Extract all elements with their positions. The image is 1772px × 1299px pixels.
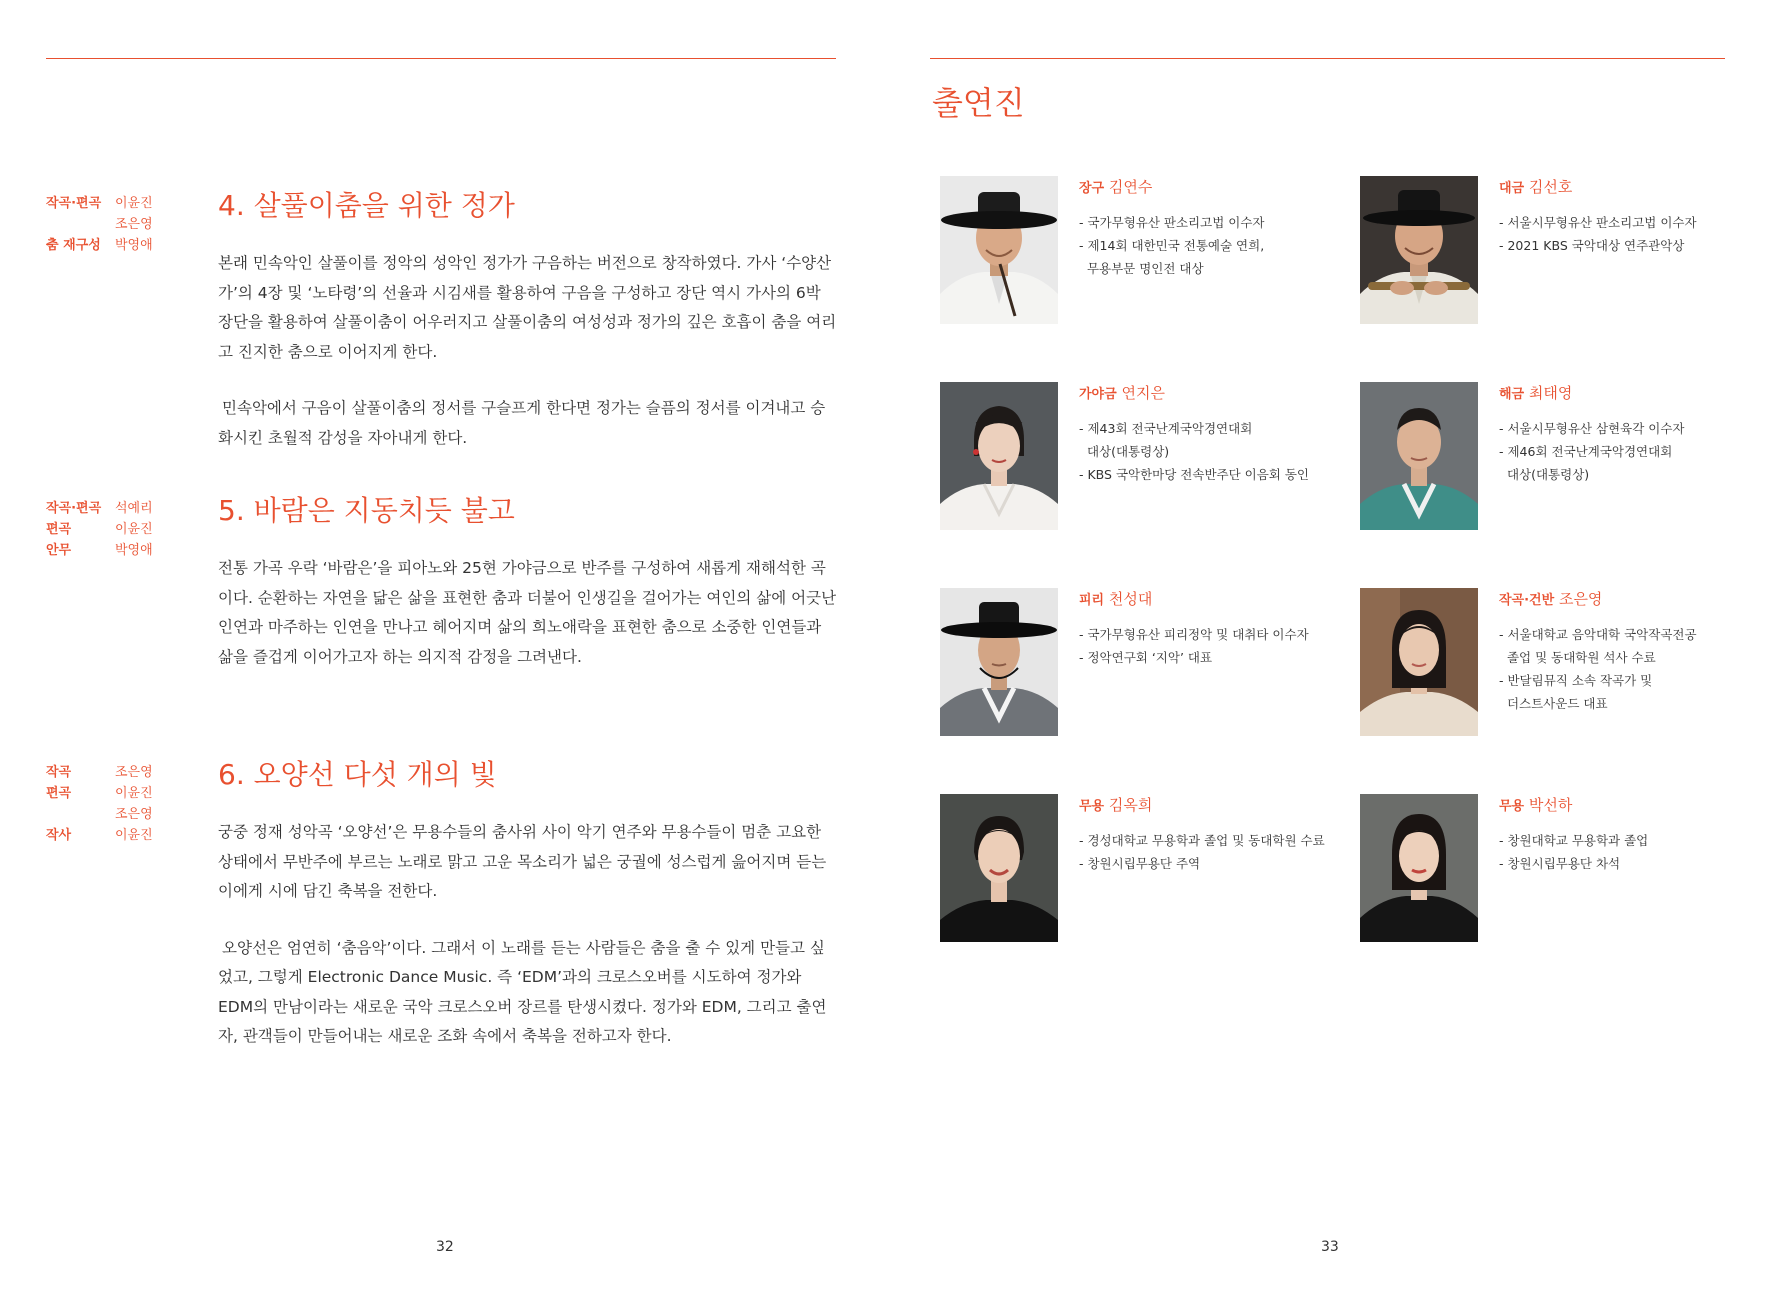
credit-name: 조은영 <box>115 217 153 232</box>
credit-role: 작곡·편곡 <box>46 501 102 516</box>
credit-name: 조은영 <box>115 765 153 780</box>
cast-card <box>1360 794 1760 944</box>
credit-name: 이윤진 <box>115 828 153 843</box>
credit-role: 작곡·편곡 <box>46 196 102 211</box>
credit-name: 석예리 <box>115 501 153 516</box>
bio-line: - 창원시립무용단 주역 <box>1079 856 1201 871</box>
cast-bio <box>1079 417 1349 486</box>
section-4 <box>218 184 838 480</box>
cast-bio <box>1079 211 1349 280</box>
bio-line: - 서울대학교 음악대학 국악작곡전공 <box>1499 627 1697 642</box>
bio-line: 대상(대통령상) <box>1079 444 1170 459</box>
cast-name-line <box>1499 794 1769 815</box>
credits-section-6 <box>46 762 216 846</box>
cast-photo <box>1360 588 1478 736</box>
cast-card <box>940 176 1340 326</box>
section-title: 5. 바람은 지동치듯 불고 <box>218 494 515 527</box>
credit-name: 이윤진 <box>115 522 153 537</box>
cast-photo <box>940 176 1058 324</box>
section-5 <box>218 489 838 699</box>
section-title: 4. 살풀이춤을 위한 정가 <box>218 189 515 222</box>
section-paragraph: 본래 민속악인 살풀이를 정악의 성악인 정가가 구음하는 버전으로 창작하였다. 가사 ‘수양산가’의 4장 및 ‘노타령’의 선율과 시김새를 활용하여 구음을 구성하고 장단 역시 가사의 6박 장단을 활용하여 살풀이춤이 어우러지고 살풀이춤의 여성성과 정가의 깊은 호흡이 춤을 여리고 진지한 춤으로 이어지게 한다. <box>218 254 837 361</box>
right-page-top-rule <box>930 58 1725 59</box>
cast-card <box>1360 588 1760 738</box>
credit-names <box>115 783 153 825</box>
cast-info <box>1079 794 1349 875</box>
cast-name-line <box>1499 382 1769 403</box>
cast-photo <box>1360 176 1478 324</box>
cast-name-line <box>1499 176 1769 197</box>
credit-row <box>46 762 216 783</box>
cast-info <box>1499 176 1769 257</box>
credit-role: 춤 재구성 <box>46 238 101 253</box>
cast-info <box>1079 382 1349 486</box>
cast-name: 연지은 <box>1121 384 1165 402</box>
cast-role: 무용 <box>1499 799 1525 814</box>
credit-names <box>115 519 153 540</box>
cast-role: 피리 <box>1079 593 1105 608</box>
cast-info <box>1079 588 1349 669</box>
cast-photo <box>940 794 1058 942</box>
credit-role: 안무 <box>46 543 72 558</box>
cast-name: 최태영 <box>1528 384 1573 402</box>
cast-role: 장구 <box>1079 181 1105 196</box>
credit-name: 박영애 <box>115 238 153 253</box>
credit-role: 작곡 <box>46 765 72 780</box>
bio-line: - 제43회 전국난계국악경연대회 <box>1079 421 1253 436</box>
bio-line: - 제46회 전국난계국악경연대회 <box>1499 444 1673 459</box>
credit-row <box>46 783 216 825</box>
page-number-right: 33 <box>1321 1239 1339 1255</box>
cast-info <box>1079 176 1349 280</box>
bio-line: - 2021 KBS 국악대상 연주관악상 <box>1499 238 1685 253</box>
bio-line: - KBS 국악한마당 전속반주단 이음회 동인 <box>1079 467 1309 482</box>
credit-role: 편곡 <box>46 522 72 537</box>
credit-names <box>115 825 153 846</box>
cast-bio <box>1499 829 1769 875</box>
section-title: 6. 오양선 다섯 개의 빛 <box>218 758 497 791</box>
credit-name: 이윤진 <box>115 786 153 801</box>
section-paragraph: 오양선은 엄연히 ‘춤음악’이다. 그래서 이 노래를 듣는 사람들은 춤을 출 수 있게 만들고 싶었고, 그렇게 Electronic Dance Music. 즉 ‘EDM’과의 크로스오버를 시도하여 정가와 EDM의 만남이라는 새로운 국악 크로스오버 장르를 탄생시켰다. 정가와 EDM, 그리고 출연자, 관객들이 만들어내는 새로운 조화 속에서 축복을 전하고자 한다. <box>218 938 827 1045</box>
credit-row <box>46 519 216 540</box>
credits-section-4 <box>46 193 216 256</box>
credit-names <box>115 540 153 561</box>
bio-line: - 경성대학교 무용학과 졸업 및 동대학원 수료 <box>1079 833 1325 848</box>
cast-name-line <box>1499 588 1769 609</box>
bio-line: 무용부문 명인전 대상 <box>1079 261 1204 276</box>
cast-info <box>1499 382 1769 486</box>
credit-role: 작사 <box>46 828 72 843</box>
credits-section-5 <box>46 498 216 561</box>
cast-role: 가야금 <box>1079 387 1117 402</box>
credit-role: 편곡 <box>46 786 72 801</box>
section-paragraph: 궁중 정재 성악곡 ‘오양선’은 무용수들의 춤사위 사이 악기 연주와 무용수들이 멈춘 고요한 상태에서 무반주에 부르는 노래로 맑고 고운 목소리가 넓은 궁궐에 성스럽게 읊어지며 듣는 이에게 시에 담긴 축복을 전한다. <box>218 823 827 900</box>
cast-bio <box>1499 623 1769 715</box>
credit-name: 조은영 <box>115 807 153 822</box>
cast-name-line <box>1079 176 1349 197</box>
cast-role: 작곡·건반 <box>1499 593 1555 608</box>
cast-bio <box>1079 829 1349 875</box>
cast-card <box>1360 176 1760 326</box>
credit-names <box>115 498 153 519</box>
credit-name: 박영애 <box>115 543 153 558</box>
cast-info <box>1499 794 1769 875</box>
left-page-top-rule <box>46 58 836 59</box>
cast-name-line <box>1079 588 1349 609</box>
bio-line: - 서울시무형유산 삼현육각 이수자 <box>1499 421 1685 436</box>
credit-row <box>46 193 216 235</box>
bio-line: 대상(대통령상) <box>1499 467 1590 482</box>
cast-info <box>1499 588 1769 715</box>
cast-role: 해금 <box>1499 387 1525 402</box>
bio-line: - 국가무형유산 피리정악 및 대취타 이수자 <box>1079 627 1309 642</box>
cast-photo <box>1360 382 1478 530</box>
cast-bio <box>1499 417 1769 486</box>
cast-role: 무용 <box>1079 799 1105 814</box>
credit-row <box>46 825 216 846</box>
credit-row <box>46 235 216 256</box>
bio-line: - 창원시립무용단 차석 <box>1499 856 1621 871</box>
cast-name: 조은영 <box>1558 590 1603 608</box>
bio-line: - 창원대학교 무용학과 졸업 <box>1499 833 1649 848</box>
credit-row <box>46 498 216 519</box>
cast-card <box>1360 382 1760 532</box>
page-number-left: 32 <box>436 1239 454 1255</box>
cast-name: 김옥희 <box>1108 796 1153 814</box>
bio-line: 졸업 및 동대학원 석사 수료 <box>1499 650 1656 665</box>
cast-name: 천성대 <box>1108 590 1153 608</box>
section-paragraph: 민속악에서 구음이 살풀이춤의 정서를 구슬프게 한다면 정가는 슬픔의 정서를 이겨내고 승화시킨 초월적 감성을 자아내게 한다. <box>218 399 826 447</box>
credit-names <box>115 762 153 783</box>
cast-name: 박선하 <box>1528 796 1573 814</box>
section-paragraph: 전통 가곡 우락 ‘바람은’을 피아노와 25현 가야금으로 반주를 구성하여 새롭게 재해석한 곡이다. 순환하는 자연을 닮은 삶을 표현한 춤과 더불어 인생길을 걸어가는 여인의 삶에 어긋난 인연과 마주하는 인연을 만나고 헤어지며 삶의 희노애락을 표현한 춤으로 소중한 인연들과 삶을 즐겁게 이어가고자 하는 의지적 감정을 그려낸다. <box>218 559 837 666</box>
bio-line: - 제14회 대한민국 전통예술 연희, <box>1079 238 1265 253</box>
cast-card <box>940 588 1340 738</box>
cast-bio <box>1079 623 1349 669</box>
cast-photo <box>940 382 1058 530</box>
cast-photo <box>940 588 1058 736</box>
bio-line: 더스트사운드 대표 <box>1499 696 1608 711</box>
bio-line: - 서울시무형유산 판소리고법 이수자 <box>1499 215 1697 230</box>
cast-card <box>940 382 1340 532</box>
credit-names <box>115 235 153 256</box>
cast-name: 김연수 <box>1108 178 1153 196</box>
credit-names <box>115 193 153 235</box>
bio-line: - 반달림뮤직 소속 작곡가 및 <box>1499 673 1653 688</box>
cast-role: 대금 <box>1499 181 1525 196</box>
cast-bio <box>1499 211 1769 257</box>
credit-row <box>46 540 216 561</box>
cast-name: 김선호 <box>1528 178 1573 196</box>
credit-name: 이윤진 <box>115 196 153 211</box>
section-6 <box>218 753 838 1079</box>
bio-line: - 국가무형유산 판소리고법 이수자 <box>1079 215 1265 230</box>
cast-heading: 출연진 <box>932 84 1025 122</box>
cast-card <box>940 794 1340 944</box>
bio-line: - 정악연구회 ‘지악’ 대표 <box>1079 650 1213 665</box>
cast-photo <box>1360 794 1478 942</box>
cast-name-line <box>1079 794 1349 815</box>
cast-name-line <box>1079 382 1349 403</box>
